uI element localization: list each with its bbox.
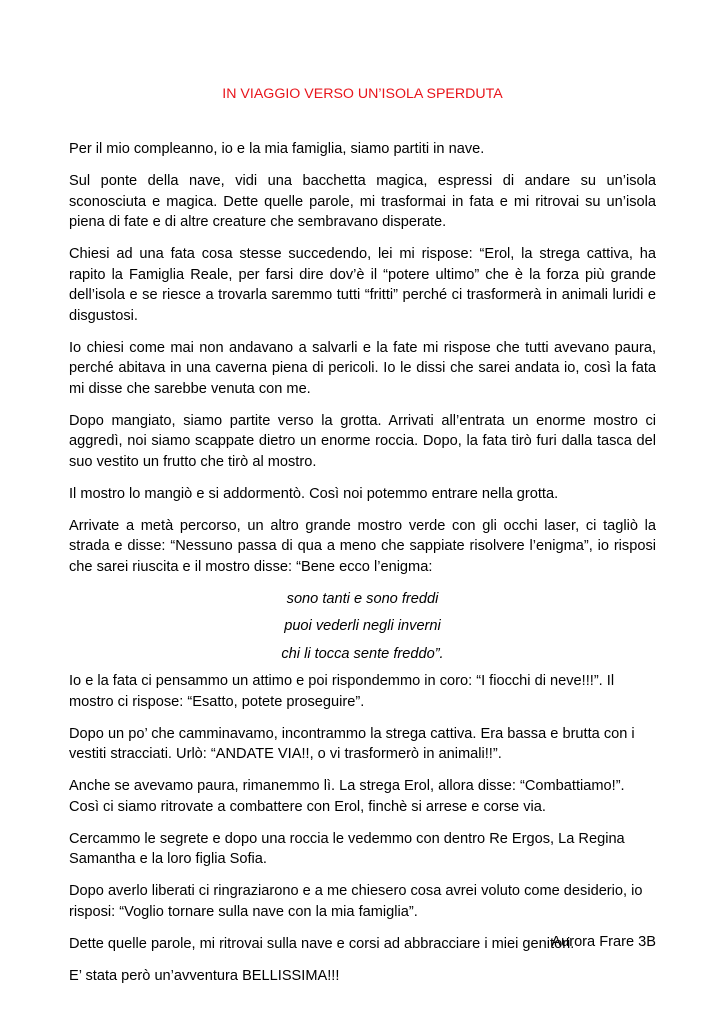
paragraph: Dette quelle parole, mi ritrovai sulla nave e corsi ad abbracciare i miei genitori.: [69, 935, 575, 952]
paragraph: Dopo averlo liberati ci ringraziarono e a me chiesero cosa avrei voluto come desiderio, io risposi: “Voglio tornare sulla nave con la mia famiglia”.: [69, 883, 643, 920]
paragraph: Chiesi ad una fata cosa stesse succedendo, lei mi rispose: “Erol, la strega cattiva, ha rapito la Famiglia Reale, per farsi dire dov’è il “potere ultimo” che è la forza più grande dell’isola e se riesce a trovarla saremmo tutti “fritti” perché ci trasformerà in animali luridi e disgustosi.: [69, 246, 656, 324]
paragraph: Il mostro lo mangiò e si addormentò. Così noi potemmo entrare nella grotta.: [69, 485, 559, 502]
paragraph: E’ stata però un’avventura BELLISSIMA!!!: [69, 967, 340, 984]
paragraph: Dopo mangiato, siamo partite verso la grotta. Arrivati all’entrata un enorme mostro ci aggredì, noi siamo scappate dietro un enorme roccia. Dopo, la fata tirò furi dalla tasca del suo vestito un frutto che tirò al mostro.: [69, 412, 656, 470]
paragraph: Cercammo le segrete e dopo una roccia le vedemmo con dentro Re Ergos, La Regina Samantha e la loro figlia Sofia.: [69, 830, 625, 867]
poem-line: sono tanti e sono freddi: [286, 590, 439, 607]
paragraph: Arrivate a metà percorso, un altro grande mostro verde con gli occhi laser, ci tagliò la strada e disse: “Nessuno passa di qua a meno che sappiate risolvere l’enigma”, io risposi che sarei riuscita e il mostro disse: “Bene ecco l’enigma:: [69, 517, 656, 575]
paragraph: Dopo un po’ che camminavamo, incontrammo la strega cattiva. Era bassa e brutta con i vestiti stracciati. Urlò: “ANDATE VIA!!, o vi trasformerò in animali!!”.: [69, 725, 635, 762]
poem-line: chi li tocca sente freddo”.: [281, 645, 444, 662]
paragraph: Anche se avevamo paura, rimanemmo lì. La strega Erol, allora disse: “Combattiamo!”. Così ci siamo ritrovate a combattere con Erol, finchè si arrese e corse via.: [69, 778, 625, 815]
paragraph: Sul ponte della nave, vidi una bacchetta magica, espressi di andare su un’isola sconosciuta e magica. Dette quelle parole, mi trasformai in fata e mi ritrovai su un’isola piena di fate e di altre creature che sembravano disperate.: [69, 173, 656, 230]
paragraph: Per il mio compleanno, io e la mia famiglia, siamo partiti in nave.: [69, 141, 485, 157]
story-title: IN VIAGGIO VERSO UN’ISOLA SPERDUTA: [222, 86, 503, 102]
paragraph: Io chiesi come mai non andavano a salvarli e la fate mi rispose che tutti avevano paura, perché abitava in una caverna piena di pericoli. Io le dissi che sarei andata io, così la fata mi disse che sarebbe venuta con me.: [69, 339, 656, 397]
riddle-poem: [69, 589, 656, 672]
author-signature: Aurora Frare 3B: [551, 934, 656, 950]
story-body: [69, 139, 656, 998]
poem-line: puoi vederli negli inverni: [284, 618, 441, 634]
paragraph: Io e la fata ci pensammo un attimo e poi rispondemmo in coro: “I fiocchi di neve!!!”. Il mostro ci rispose: “Esatto, potete proseguire”.: [69, 673, 615, 710]
